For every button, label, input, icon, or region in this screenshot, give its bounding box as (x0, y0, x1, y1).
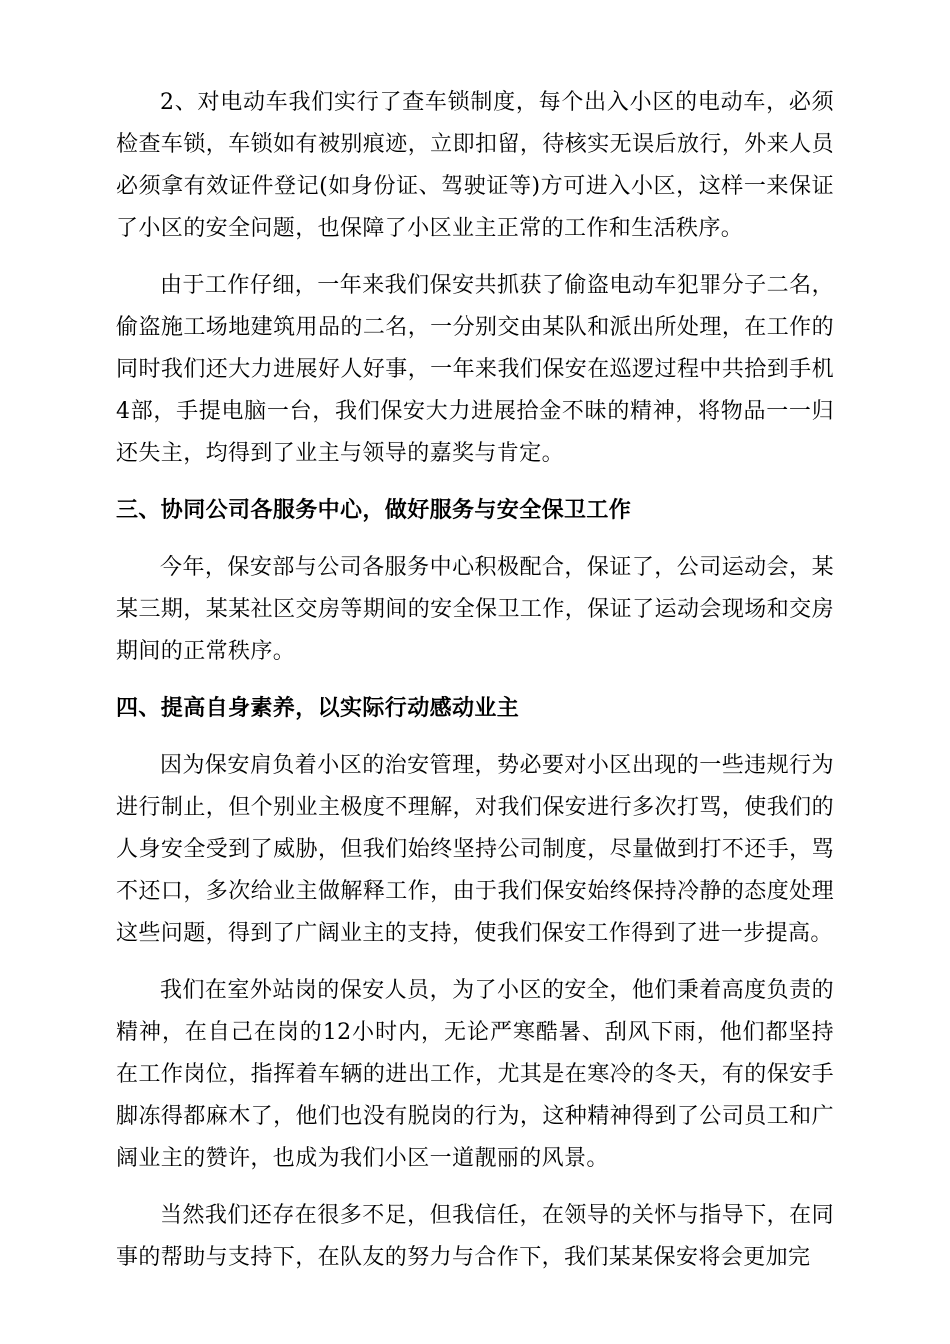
section-heading-three: 三、协同公司各服务中心，做好服务与安全保卫工作 (116, 498, 632, 523)
paragraph-ebike-lock-policy: 2、对电动车我们实行了查车锁制度，每个出入小区的电动车，必须检查车锁，车锁如有被别痕迹，立即扣留，待核实无误后放行，外来人员必须拿有效证件登记(如身份证、驾驶证等)方可进入小区，这样一来保证了小区的安全问题，也保障了小区业主正常的工作和生活秩序。 (116, 90, 834, 241)
paragraph-outdoor-guards: 我们在室外站岗的保安人员，为了小区的安全，他们秉着高度负责的精神，在自己在岗的12小时内，无论严寒酷暑、刮风下雨，他们都坚持在工作岗位，指挥着车辆的进出工作，尤其是在寒冷的冬天，有的保安手脚冻得都麻木了，他们也没有脱岗的行为，这种精神得到了公司员工和广阔业主的赞许，也成为我们小区一道靓丽的风景。 (116, 978, 834, 1171)
paragraph-theft-arrests-good-deeds: 由于工作仔细，一年来我们保安共抓获了偷盗电动车犯罪分子二名，偷盗施工场地建筑用品的二名，一分别交由某队和派出所处理，在工作的同时我们还大力进展好人好事，一年来我们保安在巡逻过程中共拾到手机4部，手提电脑一台，我们保安大力进展拾金不昧的精神，将物品一一归还失主，均得到了业主与领导的嘉奖与肯定。 (116, 273, 834, 466)
section-heading-four: 四、提高自身素养，以实际行动感动业主 (116, 696, 520, 721)
paragraph-service-center-cooperation: 今年，保安部与公司各服务中心积极配合，保证了，公司运动会，某某三期，某某社区交房等期间的安全保卫工作，保证了运动会现场和交房期间的正常秩序。 (116, 555, 834, 664)
paragraph-closing: 当然我们还存在很多不足，但我信任，在领导的关怀与指导下，在同事的帮助与支持下，在队友的努力与合作下，我们某某保安将会更加完 (116, 1203, 834, 1270)
paragraph-self-improvement: 因为保安肩负着小区的治安管理，势必要对小区出现的一些违规行为进行制止，但个别业主极度不理解，对我们保安进行多次打骂，使我们的人身安全受到了威胁，但我们始终坚持公司制度，尽量做到打不还手，骂不还口，多次给业主做解释工作，由于我们保安始终保持冷静的态度处理这些问题，得到了广阔业主的支持，使我们保安工作得到了进一步提高。 (116, 753, 834, 946)
document-body (116, 82, 834, 1294)
